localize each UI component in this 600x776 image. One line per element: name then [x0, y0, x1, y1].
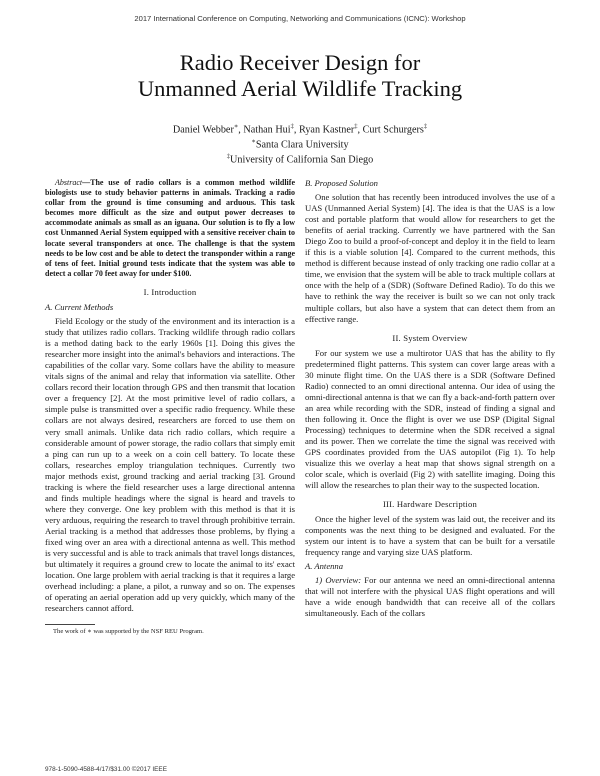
antenna-overview-text: For our antenna we need an omni-directional antenna that will not interfere with the physical UAS flight operations and will have a wide enough bandwidth that can receive all of the collars simultaneously. Each of the collars	[305, 574, 555, 618]
paragraph-current-methods: Field Ecology or the study of the environment and its interaction is a study that utilizes radio collars. Tracking wildlife through radio collars is a method dating back to the early 1960s [1]. Doing this gives the researcher more insight into the animal's behaviors and interactions. The capabilities of the collar vary. Some collars have the ability to measure vitals signs of the animal and relay that information via satellite. Other collars record their location through GPS and then transmit that location over a frequency [2]. At the most primitive level of radio collars, a simple pulse is transmitted over a specific radio frequency. While these collars are not always desired, researchers are forced to use them on very small animals. Unlike data rich radio collars, which require a considerable amount of power storage, the radio collars that simply emit a ping can run up to a week on a coin cell battery. To locate these collars, researches employ triangulation techniques. Currently two major methods exist, ground tracking and aerial tracking [3]. Ground tracking is where the field researcher uses a large directional antenna and finds multiple headings where the signal is heard and travels to where they converge. One key problem with this method is that it is very arduous, requiring the research to travel through prohibitive terrain. Aerial tracking is a method that addresses those problems, by flying a fixed wing over an area with a directional antenna as well. This method is very successful and is able to track animals that travel longs distances, but ultimately it requires a ground crew to locate the animal to its' exact location. One large problem with aerial tracking is that it requires a large overhead including: a plane, a pilot, a runway and so on. The expenses of operating an aerial operation add up very quickly, which many of the researchers cannot afford.	[45, 316, 296, 614]
abstract	[45, 178, 295, 279]
footnote: The work of ∗ was supported by the NSF REU Program.	[53, 628, 204, 636]
subsection-heading-antenna: A. Antenna	[305, 560, 344, 571]
author-mark: ‡	[290, 123, 294, 130]
isbn-footer: 978-1-5090-4588-4/17/$31.00 ©2017 IEEE	[45, 766, 167, 773]
author-list: Daniel Webber∗, Nathan Hui‡, Ryan Kastner‡, Curt Schurgers‡	[172, 123, 428, 136]
conference-header: 2017 International Conference on Computing, Networking and Communications (ICNC): Workshop	[134, 14, 466, 23]
author-name: Daniel Webber	[172, 124, 234, 136]
paragraph-system-overview: For our system we use a multirotor UAS that has the ability to fly predetermined flight patterns. This system can cover large areas with a 30 minute flight time. On the UAS there is a SDR (Software Defined Radio) connected to an omni directional antenna. Our idea of using the omni-directional antenna is that we can fly a back-and-forth pattern over an area while recording with the SDR, instead of finding a signal and then following it. Once the flight is over we use DSP (Digital Signal Processing) techniques to determine when the SDR received a signal and its power. Then we correlate the time the signal was received with GPS coordinates provided from the UAS autopilot (Fig 1). To help visualize this we overlay a heat map that shows signal strength on a color scale, which is overlaid (Fig 2) with satellite imaging. Doing this will allow the researches to plan their way to the suspected location.	[305, 347, 555, 491]
affiliation-2: ‡University of California San Diego	[226, 152, 374, 166]
title-line-2: Unmanned Aerial Wildlife Tracking	[137, 76, 463, 101]
author-mark: ‡	[423, 123, 428, 130]
footnote-divider	[45, 624, 95, 625]
section-heading-system-overview: II. System Overview	[392, 332, 468, 343]
author-block	[0, 121, 600, 166]
abstract-label: Abstract	[55, 178, 83, 187]
author-mark: ‡	[354, 123, 358, 130]
left-column	[45, 178, 295, 636]
author-name: Curt Schurgers	[362, 124, 424, 136]
right-column	[305, 178, 555, 619]
abstract-text: —The use of radio collars is a common method wildlife biologists use to study behavior patterns in animals. Tracking a radio collar from the ground is time consuming and arduous. This task becomes more difficult as the size and output power decreases to accommodate animals as small as an iguana. Our solution is to fly a low cost Unmanned Aerial System equipped with a sensitive receiver chain to locate several transponders at once. The challenge is that the system needs to be low cost and be able to detect the transponder within a range of tens of feet. Initial ground tests indicate that the system was able to detect a collar 70 feet away for under $100.	[45, 178, 295, 278]
author-name: Ryan Kastner	[298, 124, 355, 136]
antenna-overview-label: 1) Overview:	[315, 574, 362, 585]
subsection-heading-current-methods: A. Current Methods	[45, 301, 114, 312]
affiliation-1: ∗Santa Clara University	[251, 137, 349, 151]
paragraph-antenna-overview	[305, 575, 555, 619]
author-name: Nathan Hui	[243, 124, 291, 136]
paragraph-proposed-solution: One solution that has recently been introduced involves the use of a UAS (Unmanned Aerial System) [4]. The idea is that the UAS is a low cost and portable platform that would allow for researchers to get the benefits of aerial tracking. Currently we have partnered with the San Diego Zoo to build a proof-of-concept and deploy it in the field to learn if this is a viable solution [4]. Compared to the current methods, this method is different because instead of only tracking one radio collar at a time, we envision that the system will be able to track multiple collars at once with the help of a (SDR) (Software Defined Radio). To do this we have to rethink the way the receiver is built so we can not only track multiple collars, but also have a system that can detect them from an effective range.	[305, 192, 555, 324]
author-mark: ∗	[233, 123, 239, 130]
title-line-1: Radio Receiver Design for	[179, 50, 421, 75]
section-heading-hardware-description: III. Hardware Description	[382, 499, 477, 510]
paragraph-hardware-description: Once the higher level of the system was laid out, the receiver and its components was the next thing to be designed and evaluated. For the system our intent is to have a system that can be built for a versatile frequency range and varying size UAS platform.	[305, 514, 555, 558]
paper-title	[0, 50, 600, 102]
subsection-heading-proposed-solution: B. Proposed Solution	[305, 178, 378, 188]
section-heading-introduction: I. Introduction	[143, 286, 197, 297]
